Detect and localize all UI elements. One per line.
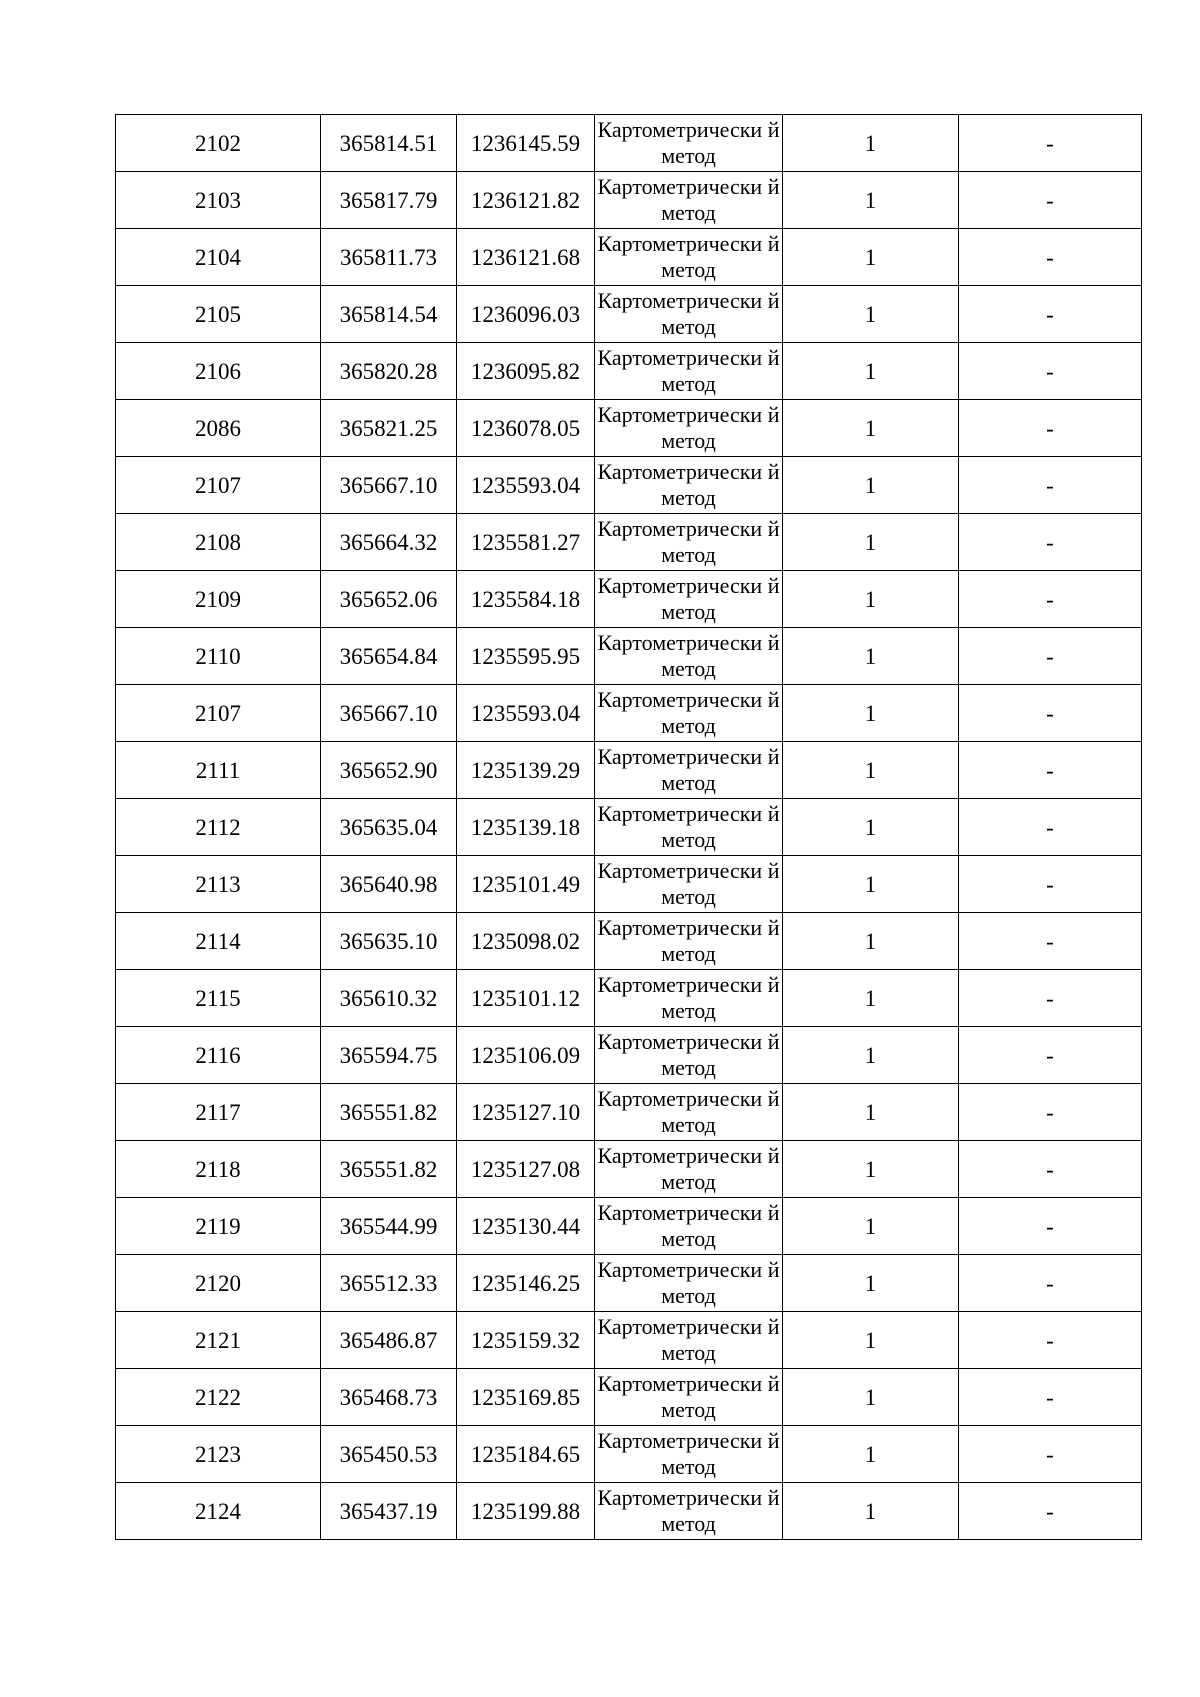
table-row: [116, 1141, 1142, 1198]
method-cell: Картометрически й метод: [595, 742, 783, 799]
accuracy-cell: 1: [783, 1369, 959, 1426]
x-coordinate-cell: 365450.53: [321, 1426, 457, 1483]
x-coordinate-cell: 365664.32: [321, 514, 457, 571]
note-cell: -: [959, 856, 1142, 913]
note-cell: -: [959, 1255, 1142, 1312]
table-row: [116, 1255, 1142, 1312]
note-cell: -: [959, 229, 1142, 286]
point-number-cell: 2121: [116, 1312, 321, 1369]
accuracy-cell: 1: [783, 400, 959, 457]
table-row: [116, 286, 1142, 343]
coordinates-table-body: [116, 115, 1142, 1540]
table-row: [116, 229, 1142, 286]
point-number-cell: 2118: [116, 1141, 321, 1198]
y-coordinate-cell: 1235593.04: [457, 685, 595, 742]
y-coordinate-cell: 1236121.82: [457, 172, 595, 229]
x-coordinate-cell: 365667.10: [321, 685, 457, 742]
point-number-cell: 2106: [116, 343, 321, 400]
y-coordinate-cell: 1235101.12: [457, 970, 595, 1027]
method-cell: Картометрически й метод: [595, 1255, 783, 1312]
method-cell: Картометрически й метод: [595, 1426, 783, 1483]
point-number-cell: 2115: [116, 970, 321, 1027]
point-number-cell: 2108: [116, 514, 321, 571]
point-number-cell: 2105: [116, 286, 321, 343]
table-row: [116, 1426, 1142, 1483]
accuracy-cell: 1: [783, 286, 959, 343]
method-cell: Картометрически й метод: [595, 229, 783, 286]
table-row: [116, 514, 1142, 571]
y-coordinate-cell: 1235130.44: [457, 1198, 595, 1255]
method-cell: Картометрически й метод: [595, 457, 783, 514]
point-number-cell: 2102: [116, 115, 321, 172]
note-cell: -: [959, 1369, 1142, 1426]
y-coordinate-cell: 1235098.02: [457, 913, 595, 970]
accuracy-cell: 1: [783, 742, 959, 799]
method-cell: Картометрически й метод: [595, 1369, 783, 1426]
point-number-cell: 2117: [116, 1084, 321, 1141]
note-cell: -: [959, 571, 1142, 628]
x-coordinate-cell: 365544.99: [321, 1198, 457, 1255]
x-coordinate-cell: 365817.79: [321, 172, 457, 229]
point-number-cell: 2111: [116, 742, 321, 799]
x-coordinate-cell: 365654.84: [321, 628, 457, 685]
point-number-cell: 2104: [116, 229, 321, 286]
accuracy-cell: 1: [783, 1426, 959, 1483]
x-coordinate-cell: 365814.54: [321, 286, 457, 343]
method-cell: Картометрически й метод: [595, 1027, 783, 1084]
method-cell: Картометрически й метод: [595, 1312, 783, 1369]
x-coordinate-cell: 365551.82: [321, 1084, 457, 1141]
point-number-cell: 2107: [116, 685, 321, 742]
accuracy-cell: 1: [783, 1084, 959, 1141]
y-coordinate-cell: 1235199.88: [457, 1483, 595, 1540]
table-row: [116, 457, 1142, 514]
x-coordinate-cell: 365811.73: [321, 229, 457, 286]
point-number-cell: 2107: [116, 457, 321, 514]
accuracy-cell: 1: [783, 970, 959, 1027]
x-coordinate-cell: 365821.25: [321, 400, 457, 457]
note-cell: -: [959, 799, 1142, 856]
table-row: [116, 1027, 1142, 1084]
point-number-cell: 2120: [116, 1255, 321, 1312]
note-cell: -: [959, 685, 1142, 742]
note-cell: -: [959, 457, 1142, 514]
table-row: [116, 172, 1142, 229]
accuracy-cell: 1: [783, 913, 959, 970]
table-row: [116, 1312, 1142, 1369]
y-coordinate-cell: 1235593.04: [457, 457, 595, 514]
table-row: [116, 970, 1142, 1027]
x-coordinate-cell: 365652.06: [321, 571, 457, 628]
accuracy-cell: 1: [783, 1483, 959, 1540]
y-coordinate-cell: 1235146.25: [457, 1255, 595, 1312]
accuracy-cell: 1: [783, 172, 959, 229]
point-number-cell: 2123: [116, 1426, 321, 1483]
point-number-cell: 2122: [116, 1369, 321, 1426]
table-row: [116, 742, 1142, 799]
method-cell: Картометрически й метод: [595, 343, 783, 400]
method-cell: Картометрически й метод: [595, 571, 783, 628]
method-cell: Картометрически й метод: [595, 1141, 783, 1198]
x-coordinate-cell: 365437.19: [321, 1483, 457, 1540]
point-number-cell: 2103: [116, 172, 321, 229]
y-coordinate-cell: 1235139.29: [457, 742, 595, 799]
method-cell: Картометрически й метод: [595, 1084, 783, 1141]
method-cell: Картометрически й метод: [595, 514, 783, 571]
y-coordinate-cell: 1235159.32: [457, 1312, 595, 1369]
accuracy-cell: 1: [783, 457, 959, 514]
method-cell: Картометрически й метод: [595, 856, 783, 913]
y-coordinate-cell: 1235184.65: [457, 1426, 595, 1483]
method-cell: Картометрически й метод: [595, 685, 783, 742]
y-coordinate-cell: 1236121.68: [457, 229, 595, 286]
x-coordinate-cell: 365667.10: [321, 457, 457, 514]
note-cell: -: [959, 1312, 1142, 1369]
table-row: [116, 1369, 1142, 1426]
accuracy-cell: 1: [783, 343, 959, 400]
table-row: [116, 400, 1142, 457]
table-row: [116, 343, 1142, 400]
accuracy-cell: 1: [783, 1027, 959, 1084]
accuracy-cell: 1: [783, 628, 959, 685]
point-number-cell: 2116: [116, 1027, 321, 1084]
note-cell: -: [959, 970, 1142, 1027]
method-cell: Картометрически й метод: [595, 970, 783, 1027]
accuracy-cell: 1: [783, 799, 959, 856]
method-cell: Картометрически й метод: [595, 115, 783, 172]
y-coordinate-cell: 1235169.85: [457, 1369, 595, 1426]
note-cell: -: [959, 286, 1142, 343]
accuracy-cell: 1: [783, 229, 959, 286]
table-row: [116, 1198, 1142, 1255]
table-row: [116, 1483, 1142, 1540]
note-cell: -: [959, 1084, 1142, 1141]
method-cell: Картометрически й метод: [595, 1198, 783, 1255]
x-coordinate-cell: 365820.28: [321, 343, 457, 400]
y-coordinate-cell: 1235101.49: [457, 856, 595, 913]
method-cell: Картометрически й метод: [595, 286, 783, 343]
method-cell: Картометрически й метод: [595, 172, 783, 229]
y-coordinate-cell: 1235584.18: [457, 571, 595, 628]
table-row: [116, 799, 1142, 856]
x-coordinate-cell: 365594.75: [321, 1027, 457, 1084]
point-number-cell: 2113: [116, 856, 321, 913]
x-coordinate-cell: 365551.82: [321, 1141, 457, 1198]
point-number-cell: 2114: [116, 913, 321, 970]
table-row: [116, 115, 1142, 172]
note-cell: -: [959, 913, 1142, 970]
y-coordinate-cell: 1236095.82: [457, 343, 595, 400]
accuracy-cell: 1: [783, 115, 959, 172]
accuracy-cell: 1: [783, 1255, 959, 1312]
note-cell: -: [959, 1027, 1142, 1084]
note-cell: -: [959, 1141, 1142, 1198]
x-coordinate-cell: 365652.90: [321, 742, 457, 799]
accuracy-cell: 1: [783, 1141, 959, 1198]
x-coordinate-cell: 365512.33: [321, 1255, 457, 1312]
method-cell: Картометрически й метод: [595, 799, 783, 856]
x-coordinate-cell: 365635.04: [321, 799, 457, 856]
point-number-cell: 2119: [116, 1198, 321, 1255]
point-number-cell: 2112: [116, 799, 321, 856]
table-row: [116, 628, 1142, 685]
note-cell: -: [959, 172, 1142, 229]
x-coordinate-cell: 365814.51: [321, 115, 457, 172]
accuracy-cell: 1: [783, 514, 959, 571]
x-coordinate-cell: 365635.10: [321, 913, 457, 970]
accuracy-cell: 1: [783, 1198, 959, 1255]
note-cell: -: [959, 1426, 1142, 1483]
accuracy-cell: 1: [783, 1312, 959, 1369]
method-cell: Картометрически й метод: [595, 1483, 783, 1540]
accuracy-cell: 1: [783, 685, 959, 742]
y-coordinate-cell: 1235139.18: [457, 799, 595, 856]
x-coordinate-cell: 365610.32: [321, 970, 457, 1027]
y-coordinate-cell: 1235127.10: [457, 1084, 595, 1141]
y-coordinate-cell: 1236145.59: [457, 115, 595, 172]
point-number-cell: 2086: [116, 400, 321, 457]
y-coordinate-cell: 1235127.08: [457, 1141, 595, 1198]
method-cell: Картометрически й метод: [595, 400, 783, 457]
table-row: [116, 1084, 1142, 1141]
note-cell: -: [959, 742, 1142, 799]
table-row: [116, 685, 1142, 742]
coordinates-table: [115, 114, 1142, 1540]
x-coordinate-cell: 365640.98: [321, 856, 457, 913]
y-coordinate-cell: 1235581.27: [457, 514, 595, 571]
accuracy-cell: 1: [783, 571, 959, 628]
y-coordinate-cell: 1236096.03: [457, 286, 595, 343]
note-cell: -: [959, 628, 1142, 685]
method-cell: Картометрически й метод: [595, 913, 783, 970]
note-cell: -: [959, 1483, 1142, 1540]
point-number-cell: 2109: [116, 571, 321, 628]
x-coordinate-cell: 365468.73: [321, 1369, 457, 1426]
table-row: [116, 571, 1142, 628]
note-cell: -: [959, 115, 1142, 172]
y-coordinate-cell: 1236078.05: [457, 400, 595, 457]
note-cell: -: [959, 1198, 1142, 1255]
y-coordinate-cell: 1235595.95: [457, 628, 595, 685]
table-row: [116, 913, 1142, 970]
method-cell: Картометрически й метод: [595, 628, 783, 685]
point-number-cell: 2124: [116, 1483, 321, 1540]
point-number-cell: 2110: [116, 628, 321, 685]
table-row: [116, 856, 1142, 913]
note-cell: -: [959, 400, 1142, 457]
note-cell: -: [959, 343, 1142, 400]
x-coordinate-cell: 365486.87: [321, 1312, 457, 1369]
y-coordinate-cell: 1235106.09: [457, 1027, 595, 1084]
note-cell: -: [959, 514, 1142, 571]
accuracy-cell: 1: [783, 856, 959, 913]
